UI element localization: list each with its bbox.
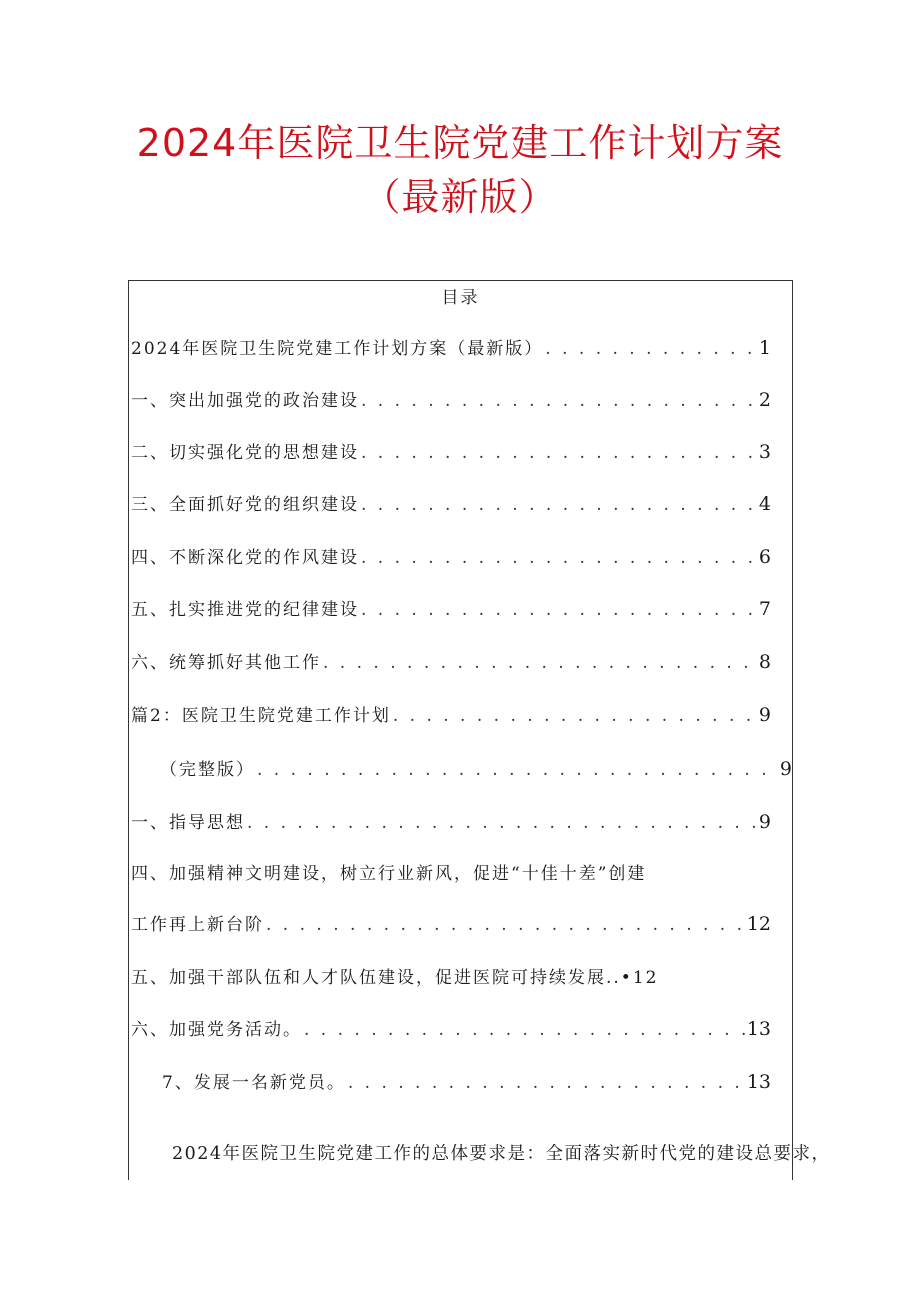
toc-entry-label: 2024年医院卫生院党建工作计划方案（最新版） (131, 339, 544, 359)
toc-page-number: 9 (758, 704, 771, 726)
toc-entry[interactable] (131, 334, 771, 360)
toc-leader (361, 443, 757, 463)
toc-leader (323, 653, 757, 673)
toc-leader (393, 706, 757, 726)
toc-entry[interactable] (131, 1015, 771, 1041)
toc-leader (545, 339, 757, 359)
toc-entry[interactable] (131, 386, 771, 412)
toc-leader (361, 600, 757, 620)
toc-page-number: 13 (746, 1018, 771, 1040)
toc-entry-label: 一、突出加强党的政治建设 (131, 391, 359, 411)
toc-entry[interactable] (131, 490, 771, 516)
toc-entry-label: 六、加强党务活动。 (131, 1020, 302, 1040)
toc-entry[interactable] (131, 910, 771, 936)
document-subtitle: （最新版） (362, 175, 558, 219)
body-paragraph: 2024年医院卫生院党建工作的总体要求是：全面落实新时代党的建设总要求， (172, 1144, 831, 1164)
toc-page-number: 4 (758, 493, 771, 515)
toc-entry-label: 篇2：医院卫生院党建工作计划 (131, 706, 391, 726)
toc-page-number: 8 (758, 651, 771, 673)
toc-leader (361, 495, 757, 515)
toc-entry-label: 五、加强干部队伍和人才队伍建设，促进医院可持续发展..•12 (131, 968, 659, 988)
toc-leader (304, 1020, 745, 1040)
toc-page-number: 12 (746, 913, 771, 935)
toc-entry-label: 四、加强精神文明建设，树立行业新风，促进“十佳十差”创建 (131, 864, 647, 884)
toc-page-number: 7 (758, 598, 771, 620)
toc-entry-label: 四、不断深化党的作风建设 (131, 548, 359, 568)
toc-entry[interactable] (131, 648, 771, 674)
toc-entry-label: 三、全面抓好党的组织建设 (131, 495, 359, 515)
toc-entry-label: 二、切实强化党的思想建设 (131, 443, 359, 463)
toc-entry-label: （完整版） (160, 760, 255, 780)
toc-page-number: 2 (758, 389, 771, 411)
toc-leader (266, 915, 745, 935)
toc-heading: 目录 (441, 288, 480, 308)
toc-entry[interactable] (131, 595, 771, 621)
document-title: 2024年医院卫生院党建工作计划方案 (136, 121, 784, 165)
toc-entry[interactable] (131, 808, 771, 834)
toc-entry[interactable] (131, 963, 658, 988)
toc-leader (348, 1073, 745, 1093)
toc-page-number: 13 (746, 1071, 771, 1093)
toc-page-number: 6 (758, 546, 771, 568)
toc-leader (257, 760, 778, 780)
toc-entry-label: 一、指导思想 (131, 813, 245, 833)
toc-entry[interactable] (160, 755, 792, 781)
toc-entry[interactable] (131, 438, 771, 464)
toc-page-number: 3 (758, 441, 771, 463)
toc-entry[interactable] (131, 701, 771, 727)
toc-entry-label: 六、统筹抓好其他工作 (131, 653, 321, 673)
toc-leader (361, 391, 757, 411)
toc-entry-label: 工作再上新台阶 (131, 915, 264, 935)
toc-entry-label: 五、扎实推进党的纪律建设 (131, 600, 359, 620)
toc-entry[interactable] (162, 1068, 771, 1094)
toc-page-number: 9 (758, 811, 771, 833)
toc-entry[interactable] (131, 859, 646, 884)
toc-leader (247, 813, 757, 833)
toc-entry[interactable] (131, 543, 771, 569)
toc-page-number: 1 (758, 337, 771, 359)
toc-leader (361, 548, 757, 568)
toc-entry-label: 7、发展一名新党员。 (162, 1073, 346, 1093)
toc-frame (128, 280, 793, 1180)
toc-page-number: 9 (779, 758, 792, 780)
